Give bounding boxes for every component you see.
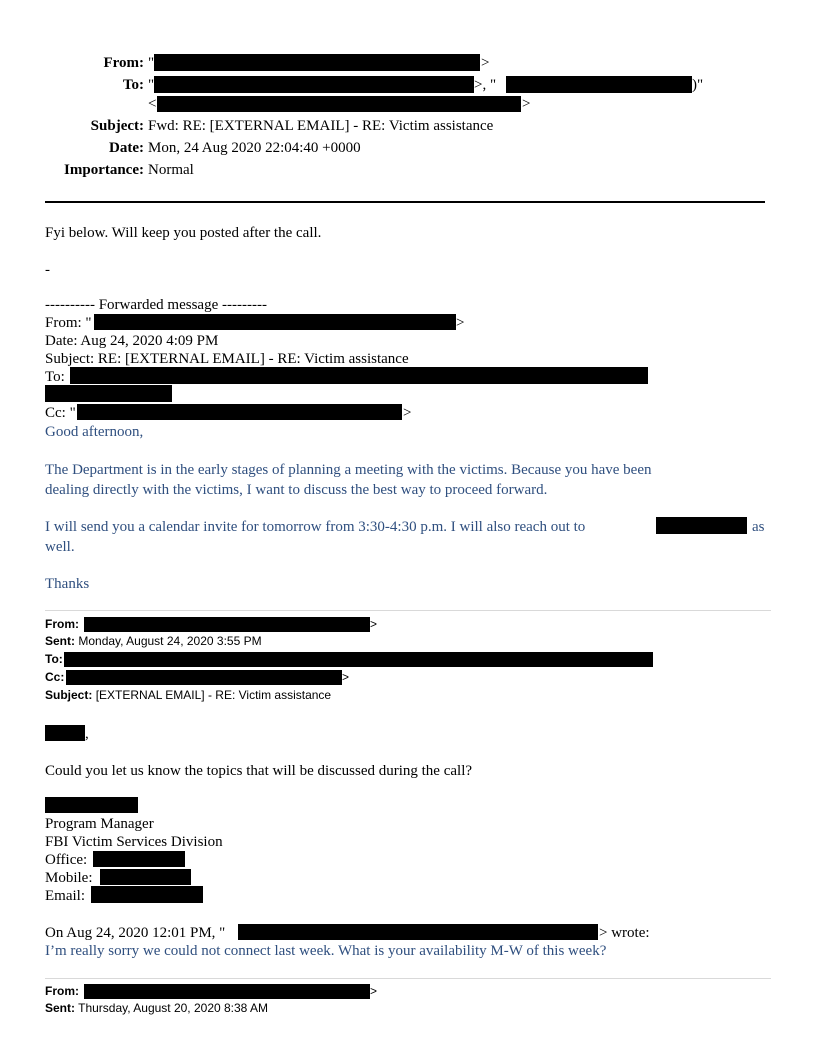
redaction-block	[84, 984, 370, 999]
from-label: From:	[103, 55, 144, 71]
para1-line2: dealing directly with the victims, I want to discuss the best way to proceed forward.	[45, 482, 548, 498]
redaction-block	[154, 54, 480, 71]
header-divider	[45, 201, 765, 203]
intro-text: Fyi below. Will keep you posted after the call.	[45, 225, 322, 241]
redaction-block	[45, 385, 172, 402]
para2-tail: as	[752, 519, 765, 535]
reply-sent-value: Monday, August 24, 2020 3:55 PM	[78, 634, 262, 648]
fwd-from-label: From: "	[45, 315, 92, 331]
redaction-block	[45, 797, 138, 813]
sig-division: FBI Victim Services Division	[45, 834, 223, 850]
redaction-block	[64, 652, 653, 667]
from-suffix: >	[481, 55, 490, 71]
reply-sent-label: Sent:	[45, 634, 75, 648]
reply-cc-suffix: >	[342, 670, 350, 684]
fwd-from-suffix: >	[456, 315, 465, 331]
importance-label: Importance:	[64, 162, 144, 178]
redaction-block	[70, 367, 648, 384]
dash-text: -	[45, 262, 50, 278]
redaction-block	[93, 851, 185, 867]
para2-line1: I will send you a calendar invite for tomorrow from 3:30-4:30 p.m. I will also reach out to	[45, 519, 586, 535]
reply-divider	[45, 610, 771, 611]
reply-from-suffix: >	[370, 617, 378, 631]
reply-from-label: From:	[45, 617, 79, 631]
date-label: Date:	[109, 140, 144, 156]
reply2-from-suffix: >	[370, 984, 378, 998]
redaction-block	[154, 76, 474, 93]
sig-office-label: Office:	[45, 852, 88, 868]
question-text: Could you let us know the topics that will be discussed during the call?	[45, 763, 473, 779]
fwd-date: Date: Aug 24, 2020 4:09 PM	[45, 333, 219, 349]
importance-value: Normal	[148, 162, 194, 178]
fwd-cc-suffix: >	[403, 405, 412, 421]
to-line2-suffix: >	[522, 96, 531, 112]
reply2-sent-label: Sent:	[45, 1001, 75, 1015]
redaction-block	[100, 869, 191, 885]
from-quote: "	[148, 55, 155, 71]
redaction-block	[45, 725, 85, 741]
sig-title: Program Manager	[45, 816, 154, 832]
subject-value: Fwd: RE: [EXTERNAL EMAIL] - RE: Victim assistance	[148, 118, 494, 134]
to-label: To:	[122, 77, 144, 93]
redaction-block	[506, 76, 692, 93]
para2-line2: well.	[45, 539, 75, 555]
reply-divider	[45, 978, 771, 979]
reply2-sent-value: Thursday, August 20, 2020 8:38 AM	[78, 1001, 269, 1015]
reply-to-label: To:	[45, 652, 63, 666]
greeting: Good afternoon,	[45, 424, 144, 440]
redaction-block	[157, 96, 521, 112]
fwd-to-label: To:	[45, 369, 65, 385]
redaction-block	[656, 517, 747, 534]
thanks-text: Thanks	[45, 576, 90, 592]
fwd-cc-label: Cc: "	[45, 405, 76, 421]
quote-body: I’m really sorry we could not connect last week. What is your availability M-W of this week?	[45, 943, 607, 959]
redaction-block	[94, 314, 456, 330]
sig-mobile-label: Mobile:	[45, 870, 93, 886]
quote-suffix: > wrote:	[599, 925, 650, 941]
quote-prefix: On Aug 24, 2020 12:01 PM, "	[45, 925, 226, 941]
to-quote: "	[148, 77, 155, 93]
redaction-block	[84, 617, 370, 632]
reply2-from-label: From:	[45, 984, 79, 998]
para1-line1: The Department is in the early stages of planning a meeting with the victims. Because you have been	[45, 462, 652, 478]
forward-divider: ---------- Forwarded message ---------	[45, 297, 267, 313]
to-mid: >, "	[474, 77, 497, 93]
to-line2-prefix: <	[148, 96, 157, 112]
reply-subject-value: [EXTERNAL EMAIL] - RE: Victim assistance	[95, 688, 332, 702]
subject-label: Subject:	[90, 118, 144, 134]
to-suffix: )"	[692, 77, 704, 93]
redaction-block	[66, 670, 342, 685]
reply-cc-label: Cc:	[45, 670, 65, 684]
fwd-subject: Subject: RE: [EXTERNAL EMAIL] - RE: Victim assistance	[45, 351, 409, 367]
reply-subject-label: Subject:	[45, 688, 93, 702]
sig-email-label: Email:	[45, 888, 85, 904]
redaction-block	[91, 886, 203, 903]
redaction-block	[77, 404, 402, 420]
date-value: Mon, 24 Aug 2020 22:04:40 +0000	[148, 140, 361, 156]
salutation-comma: ,	[85, 726, 89, 742]
redaction-block	[238, 924, 598, 940]
